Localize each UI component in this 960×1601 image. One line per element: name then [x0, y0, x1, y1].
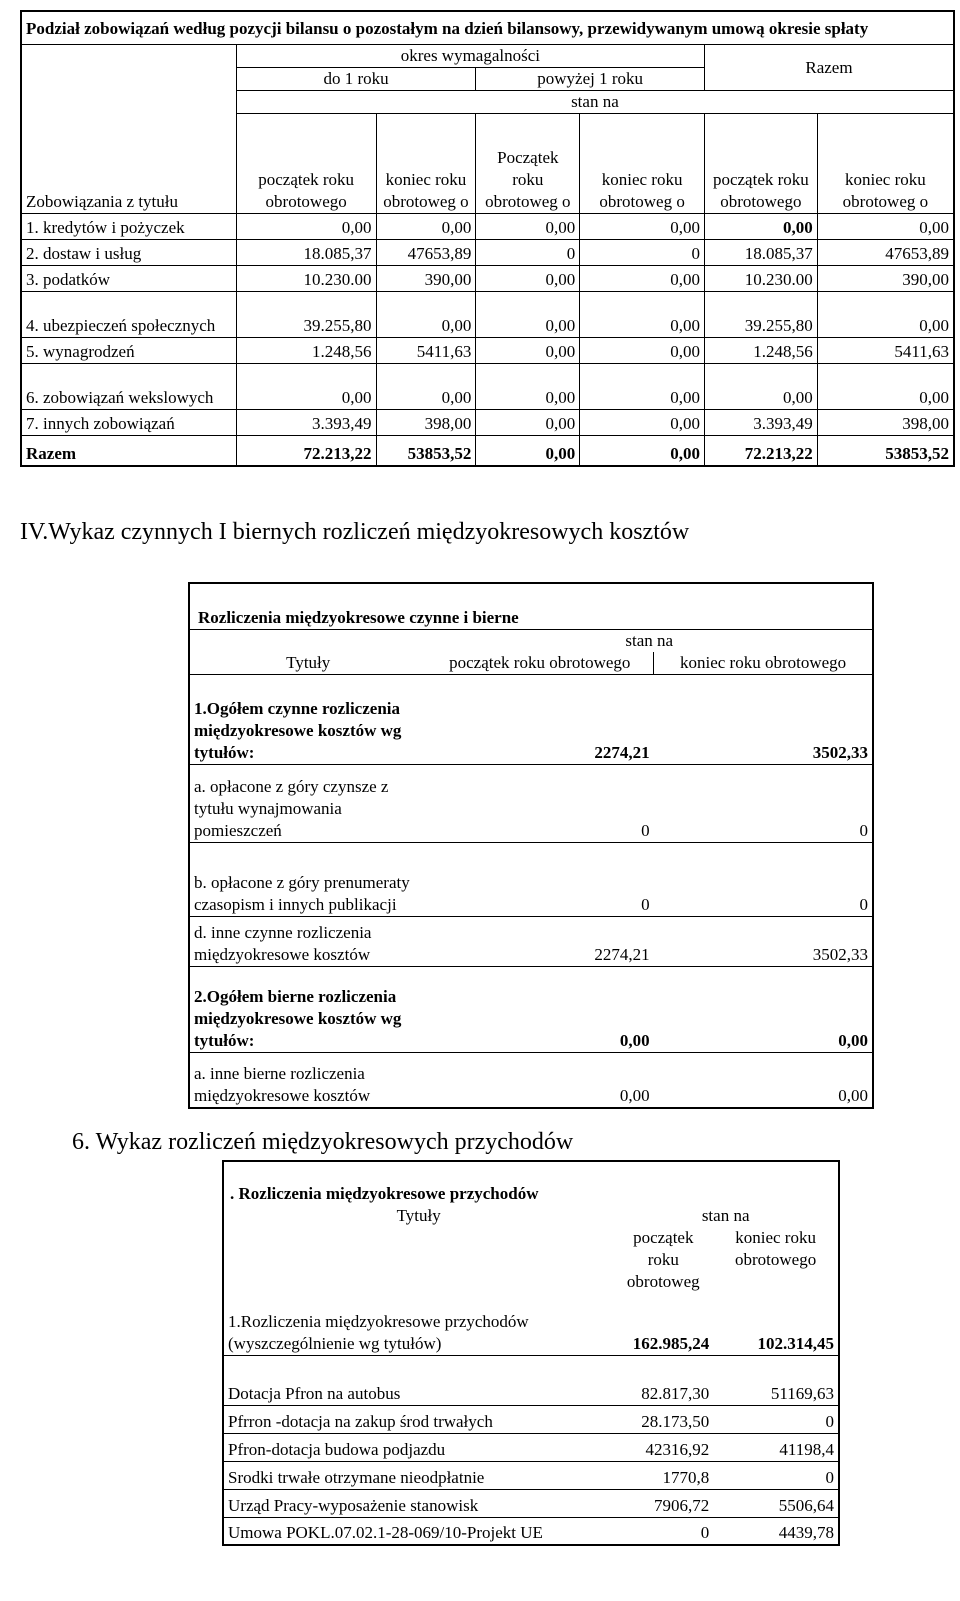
table-cell: 0,00 — [476, 214, 580, 240]
table-cell: 0,00 — [654, 1052, 873, 1108]
main-row-label: 1.Rozliczenia międzyokresowe przychodów (wyszczególnienie wg tytułów) — [228, 1311, 529, 1353]
table-cell: 0,00 — [426, 966, 653, 1052]
col-start: początek roku obrotowego — [449, 652, 631, 672]
sub-header: początek roku obrotowego — [236, 114, 376, 214]
table-cell: 5506,64 — [713, 1489, 839, 1517]
table-title: Podział zobowiązań według pozycji bilansu o pozostałym na dzień bilansowy, przewidywanym umową okresie spłaty — [21, 11, 954, 45]
table-row — [21, 214, 954, 240]
table-cell: 0 — [713, 1405, 839, 1433]
table-cell: 390,00 — [817, 266, 954, 292]
table-title: Rozliczenia międzyokresowe czynne i bierne — [198, 607, 519, 627]
table-cell: 3.393,49 — [704, 410, 817, 436]
table-cell: 39.255,80 — [236, 292, 376, 338]
row-label: d. inne czynne rozliczenia międzyokresowe kosztów — [189, 916, 426, 966]
table-cell: 0,00 — [476, 410, 580, 436]
table-cell: 5411,63 — [376, 338, 476, 364]
row-label: 5. wynagrodzeń — [21, 338, 236, 364]
table-cell: 0 — [426, 842, 653, 916]
row-label: Srodki trwałe otrzymane nieodpłatnie — [223, 1461, 613, 1489]
row-label: Pfrron -dotacja na zakup środ trwałych — [223, 1405, 613, 1433]
total-cell: 0,00 — [476, 436, 580, 466]
table-row — [21, 240, 954, 266]
table-cell: 0,00 — [654, 966, 873, 1052]
table-row — [189, 674, 873, 764]
main-row-v1: 162.985,24 — [632, 1333, 710, 1353]
liabilities-table — [20, 10, 955, 467]
col-pow1: powyżej 1 roku — [476, 68, 705, 91]
sub-header: koniec roku obrotoweg o — [817, 114, 954, 214]
table-cell: 0,00 — [580, 338, 705, 364]
table-cell: 0 — [654, 842, 873, 916]
table-cell: 0,00 — [580, 364, 705, 410]
row-label: Urząd Pracy-wyposażenie stanowisk — [223, 1489, 613, 1517]
table-cell: 28.173,50 — [613, 1405, 713, 1433]
table-row — [189, 916, 873, 966]
table-cell: 0 — [613, 1517, 713, 1545]
stan-na: stan na — [426, 629, 873, 652]
table-cell: 0,00 — [580, 214, 705, 240]
table-row — [223, 1433, 839, 1461]
table-row — [223, 1489, 839, 1517]
row-label: a. inne bierne rozliczenia międzyokresowe kosztów — [189, 1052, 426, 1108]
table-cell: 0,00 — [376, 292, 476, 338]
table-row — [189, 842, 873, 916]
table-cell: 0,00 — [426, 1052, 653, 1108]
table-cell: 390,00 — [376, 266, 476, 292]
sub-header: Początek roku obrotoweg o — [476, 114, 580, 214]
table-row — [223, 1461, 839, 1489]
table-cell: 0,00 — [580, 410, 705, 436]
table-cell: 2274,21 — [426, 674, 653, 764]
table-cell: 2274,21 — [426, 916, 653, 966]
table-row — [223, 1405, 839, 1433]
table-cell: 10.230.00 — [236, 266, 376, 292]
col-end: koniec roku obrotowego — [654, 652, 873, 675]
table-cell: 1770,8 — [613, 1461, 713, 1489]
col-end: koniec roku obrotowego — [735, 1228, 817, 1269]
table-cell: 5411,63 — [817, 338, 954, 364]
col-razem: Razem — [704, 45, 954, 91]
table-cell: 0,00 — [817, 214, 954, 240]
row-label: b. opłacone z góry prenumeraty czasopism i innych publikacji — [189, 842, 426, 916]
table-cell: 398,00 — [376, 410, 476, 436]
table-cell: 0 — [476, 240, 580, 266]
row-label: Umowa POKL.07.02.1-28-069/10-Projekt UE — [223, 1517, 613, 1545]
row-label: 7. innych zobowiązań — [21, 410, 236, 436]
total-cell: 53853,52 — [376, 436, 476, 466]
table-cell: 1.248,56 — [704, 338, 817, 364]
table-cell: 1.248,56 — [236, 338, 376, 364]
row-label: Pfron-dotacja budowa podjazdu — [223, 1433, 613, 1461]
table-cell: 18.085,37 — [704, 240, 817, 266]
sub-header: koniec roku obrotoweg o — [580, 114, 705, 214]
table-cell: 0,00 — [817, 364, 954, 410]
row-label: Dotacja Pfron na autobus — [223, 1355, 613, 1405]
table-cell: 0,00 — [476, 338, 580, 364]
accruals-table — [188, 582, 874, 1109]
table-cell: 0,00 — [580, 266, 705, 292]
main-row-v2: 102.314,45 — [757, 1333, 834, 1353]
row-label-header: Zobowiązania z tytułu — [21, 45, 236, 214]
table-cell: 47653,89 — [376, 240, 476, 266]
table-cell: 42316,92 — [613, 1433, 713, 1461]
table-cell: 51169,63 — [713, 1355, 839, 1405]
table-cell: 0 — [426, 764, 653, 842]
table-cell: 3502,33 — [654, 674, 873, 764]
stan-na: stan na — [701, 1206, 750, 1225]
total-cell: 53853,52 — [817, 436, 954, 466]
total-cell: 0,00 — [580, 436, 705, 466]
table-row — [189, 1052, 873, 1108]
row-label: 4. ubezpieczeń społecznych — [21, 292, 236, 338]
table-cell: 7906,72 — [613, 1489, 713, 1517]
table-cell: 0,00 — [476, 292, 580, 338]
table-cell: 39.255,80 — [704, 292, 817, 338]
table-row — [21, 266, 954, 292]
table-cell: 4439,78 — [713, 1517, 839, 1545]
table-cell: 0 — [580, 240, 705, 266]
table-cell: 18.085,37 — [236, 240, 376, 266]
deferred-income-table — [222, 1160, 840, 1546]
table-row — [189, 764, 873, 842]
row-label: 2.Ogółem bierne rozliczenia międzyokresowe kosztów wg tytułów: — [189, 966, 426, 1052]
table-cell: 0 — [713, 1461, 839, 1489]
table-cell: 0,00 — [704, 214, 817, 240]
stan-na: stan na — [236, 91, 954, 114]
table-row — [21, 410, 954, 436]
table-cell: 0,00 — [580, 292, 705, 338]
total-cell: 72.213,22 — [236, 436, 376, 466]
tytuly-header: Tytuły — [189, 629, 426, 674]
total-cell: 72.213,22 — [704, 436, 817, 466]
row-label: 3. podatków — [21, 266, 236, 292]
sub-header: koniec roku obrotoweg o — [376, 114, 476, 214]
table-row — [223, 1517, 839, 1545]
row-label: 1.Ogółem czynne rozliczenia międzyokresowe kosztów wg tytułów: — [189, 674, 426, 764]
table-cell: 0,00 — [476, 364, 580, 410]
table-cell: 0,00 — [476, 266, 580, 292]
col-start: początek roku obrotoweg — [626, 1228, 700, 1291]
table-row — [189, 966, 873, 1052]
table-cell: 3.393,49 — [236, 410, 376, 436]
table-cell: 10.230.00 — [704, 266, 817, 292]
table-cell: 47653,89 — [817, 240, 954, 266]
table-cell: 0,00 — [236, 364, 376, 410]
table-cell: 82.817,30 — [613, 1355, 713, 1405]
table-cell: 0,00 — [376, 364, 476, 410]
sub-header: początek roku obrotowego — [704, 114, 817, 214]
row-label: 1. kredytów i pożyczek — [21, 214, 236, 240]
table-title: . Rozliczenia międzyokresowe przychodów — [230, 1184, 539, 1203]
table-row — [21, 338, 954, 364]
row-label: 2. dostaw i usług — [21, 240, 236, 266]
row-label: a. opłacone z góry czynsze z tytułu wynajmowania pomieszczeń — [189, 764, 426, 842]
table-cell: 0 — [654, 764, 873, 842]
table-cell: 0,00 — [704, 364, 817, 410]
col-do1: do 1 roku — [236, 68, 476, 91]
table-cell: 0,00 — [817, 292, 954, 338]
table-cell: 41198,4 — [713, 1433, 839, 1461]
row-label: 6. zobowiązań wekslowych — [21, 364, 236, 410]
total-label: Razem — [21, 436, 236, 466]
section-heading-6: 6. Wykaz rozliczeń międzyokresowych przychodów — [72, 1129, 574, 1155]
table-cell: 398,00 — [817, 410, 954, 436]
table-cell: 0,00 — [376, 214, 476, 240]
table-row — [223, 1355, 839, 1405]
tytuly-header: Tytuły — [396, 1206, 441, 1225]
group-header: okres wymagalności — [236, 45, 704, 68]
table-row — [21, 292, 954, 338]
table-row — [21, 364, 954, 410]
section-heading-iv: IV.Wykaz czynnych I biernych rozliczeń międzyokresowych kosztów — [20, 519, 690, 545]
table-cell: 3502,33 — [654, 916, 873, 966]
table-cell: 0,00 — [236, 214, 376, 240]
